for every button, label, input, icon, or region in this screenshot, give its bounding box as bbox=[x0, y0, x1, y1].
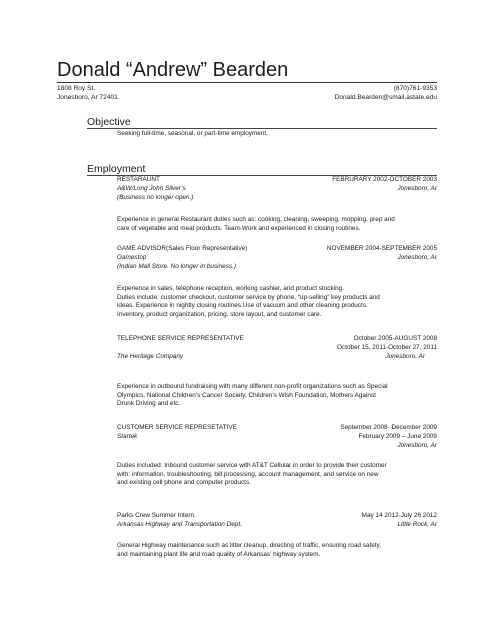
objective-divider bbox=[87, 128, 437, 129]
job-title: Parks Crew Summer Intern. bbox=[117, 512, 196, 519]
description-line: Drunk Driving and etc. bbox=[117, 400, 181, 408]
job-location: Jonesboro, Ar bbox=[385, 353, 425, 360]
job-description bbox=[117, 216, 439, 233]
job-dates: FEBRURARY 2002-OCTOBER 2003 bbox=[332, 176, 437, 183]
description-line: care of vegetable and meat products. Team-Work and experienced in closing routines. bbox=[117, 224, 361, 232]
job-title: RESTARAUNT bbox=[117, 176, 160, 183]
job-company: Startek bbox=[117, 433, 138, 440]
description-line: Inventory, product organization, pricing, store layout, and customer care. bbox=[117, 310, 322, 318]
description-line: Olympics, National Children’s Cancer Society, Children’s Wish Foundation, Mothers Against bbox=[117, 391, 376, 399]
description-line: Duties include: customer checkout, customer service by phone, “up-selling” key products and bbox=[117, 293, 380, 301]
job-description bbox=[117, 285, 439, 319]
job-description bbox=[117, 542, 439, 559]
job-description bbox=[117, 383, 439, 409]
job-title: TELEPHONE SERVICE REPRESENTATIVE bbox=[117, 335, 244, 342]
job-location: Little Rock, Ar bbox=[397, 521, 437, 528]
description-line: General Highway maintenance such as litter cleanup, directing of traffic, ensuring road safety, bbox=[117, 542, 382, 549]
job-note: (Business no longer open.) bbox=[117, 194, 194, 201]
description-line: Experience in sales, telephone reception, working cashier, and product stocking. bbox=[117, 285, 345, 292]
job-dates-second: October 15, 2011-October 27, 2011 bbox=[337, 344, 437, 351]
description-line: Duties included: Inbound customer service with AT&T Cellular in order to provide their customer bbox=[117, 462, 387, 469]
email-address: Donald.Bearden@smail.astate.edu bbox=[334, 94, 437, 101]
job-title: GAME ADVISOR(Sales Floor Representative) bbox=[117, 245, 248, 252]
description-line: Experience in outbound fundraising with many different non-profit organizations such as Special bbox=[117, 383, 388, 390]
applicant-name: Donald “Andrew” Bearden bbox=[57, 59, 289, 81]
name-divider bbox=[57, 82, 437, 83]
job-location: Jonesboro, Ar bbox=[397, 254, 437, 261]
street-address: 1808 Roy St. bbox=[57, 85, 96, 92]
description-line: Experience in general Restaurant duties such as: cooking, cleaning, sweeping, mopping, prep and bbox=[117, 216, 395, 223]
job-company: A&W/Long John Silver’s bbox=[117, 185, 186, 192]
job-location: Jonesboro, Ar bbox=[397, 185, 437, 192]
description-line: and maintaining plant life and road quality of Arkansas’ highway system. bbox=[117, 550, 321, 558]
job-dates: NOVEMBER 2004-SEPTEMBER 2005 bbox=[326, 245, 437, 252]
job-company: Arkansas Highway and Transportation Dept. bbox=[117, 521, 242, 528]
job-note: (Indian Mall Store. No longer in business.) bbox=[117, 263, 236, 270]
job-dates-second: February 2009 – June 2009 bbox=[358, 433, 437, 440]
description-line: ideas. Experience in nightly closing routines.Use of vacuum and other cleaning products. bbox=[117, 302, 368, 310]
job-location: Jonesboro, Ar bbox=[397, 442, 437, 449]
city-state-zip: Jonesboro, Ar 72401. bbox=[57, 94, 120, 101]
job-title: CUSTOMER SERVICE REPRESETATIVE bbox=[117, 424, 237, 431]
job-company: Gamestop bbox=[117, 254, 147, 261]
employment-heading: Employment bbox=[87, 163, 146, 175]
job-dates: May 14 2012-July 26 2012 bbox=[361, 512, 437, 519]
objective-text: Seeking full-time, seasonal, or part-time employment. bbox=[117, 130, 268, 137]
job-dates: September 2008- December 2009 bbox=[340, 424, 437, 431]
description-line: with: information, troubleshooting, bill processing, account management, and service on new bbox=[117, 470, 379, 478]
objective-heading: Objective bbox=[87, 116, 131, 128]
job-description bbox=[117, 462, 439, 488]
phone-number: (870)761-9353 bbox=[393, 85, 437, 92]
job-company: The Heritage Company bbox=[117, 353, 184, 360]
job-dates: October 2005-AUGUST 2008 bbox=[353, 335, 437, 342]
description-line: and existing cell phone and computer products. bbox=[117, 479, 251, 487]
